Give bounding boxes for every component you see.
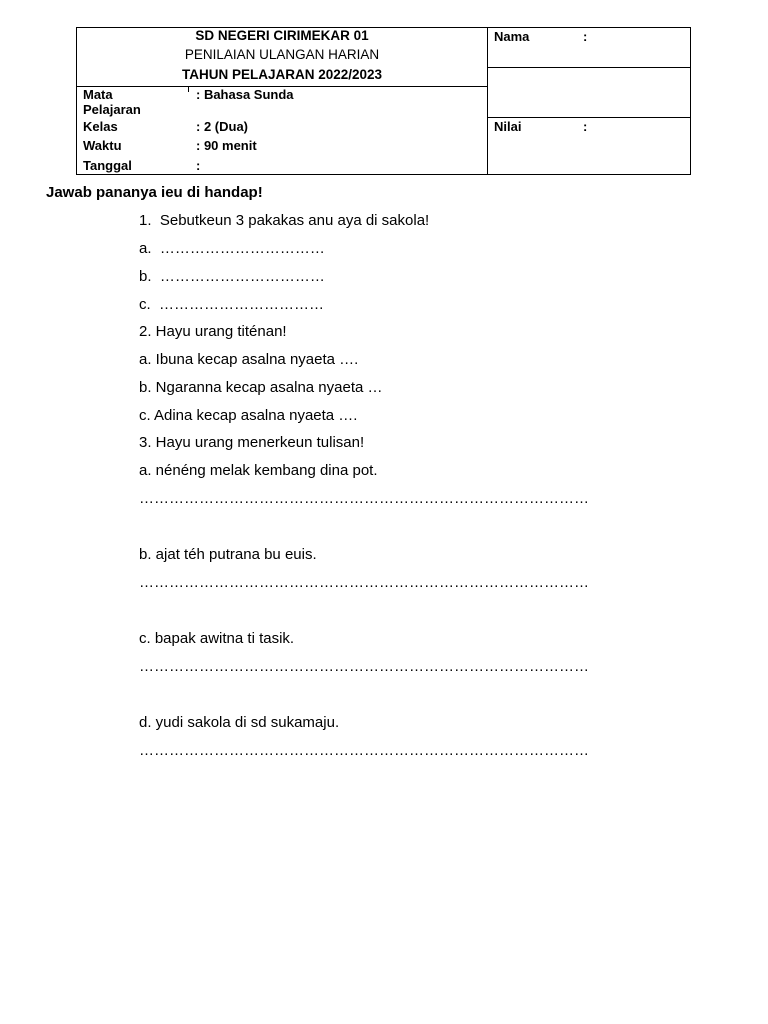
- table-divider: [487, 117, 691, 118]
- answer-blank: ………………………………………………………………………………: [139, 574, 589, 591]
- name-label: Nama: [494, 29, 530, 44]
- question-line: d. yudi sakola di sd sukamaju.: [139, 714, 340, 731]
- question-line: 2. Hayu urang titénan!: [139, 323, 287, 340]
- answer-blank: b. ……………………………: [139, 268, 325, 285]
- question-line: c. bapak awitna ti tasik.: [139, 630, 295, 647]
- exam-header-table: [76, 27, 691, 175]
- time-value: : 90 menit: [196, 138, 257, 153]
- name-colon: :: [583, 29, 588, 44]
- table-divider: [487, 67, 691, 68]
- answer-blank: c. ……………………………: [139, 296, 325, 313]
- question-line: c. Adina kecap asalna nyaeta ….: [139, 407, 358, 424]
- table-divider: [487, 28, 488, 175]
- score-label: Nilai: [494, 119, 522, 134]
- date-label: Tanggal: [83, 158, 132, 173]
- class-value: : 2 (Dua): [196, 119, 248, 134]
- answer-blank: a. ……………………………: [139, 240, 325, 257]
- exam-title: PENILAIAN ULANGAN HARIAN: [184, 47, 380, 62]
- score-colon: :: [583, 119, 588, 134]
- answer-blank: ………………………………………………………………………………: [139, 490, 589, 507]
- subject-value: : Bahasa Sunda: [196, 87, 294, 102]
- question-line: b. ajat téh putrana bu euis.: [139, 546, 317, 563]
- question-line: a. nénéng melak kembang dina pot.: [139, 462, 378, 479]
- answer-blank: ………………………………………………………………………………: [139, 658, 589, 675]
- date-value: :: [196, 158, 201, 173]
- question-line: 3. Hayu urang menerkeun tulisan!: [139, 434, 365, 451]
- question-line: 1. Sebutkeun 3 pakakas anu aya di sakola!: [139, 212, 430, 229]
- answer-blank: ………………………………………………………………………………: [139, 742, 589, 759]
- time-label: Waktu: [83, 138, 122, 153]
- class-label: Kelas: [83, 119, 118, 134]
- table-divider: [188, 86, 189, 92]
- question-line: a. Ibuna kecap asalna nyaeta ….: [139, 351, 359, 368]
- subject-label: Mata Pelajaran: [83, 87, 141, 117]
- instruction: Jawab pananya ieu di handap!: [46, 184, 263, 201]
- question-line: b. Ngaranna kecap asalna nyaeta …: [139, 379, 383, 396]
- school-name: SD NEGERI CIRIMEKAR 01: [195, 28, 369, 43]
- academic-year: TAHUN PELAJARAN 2022/2023: [181, 67, 383, 82]
